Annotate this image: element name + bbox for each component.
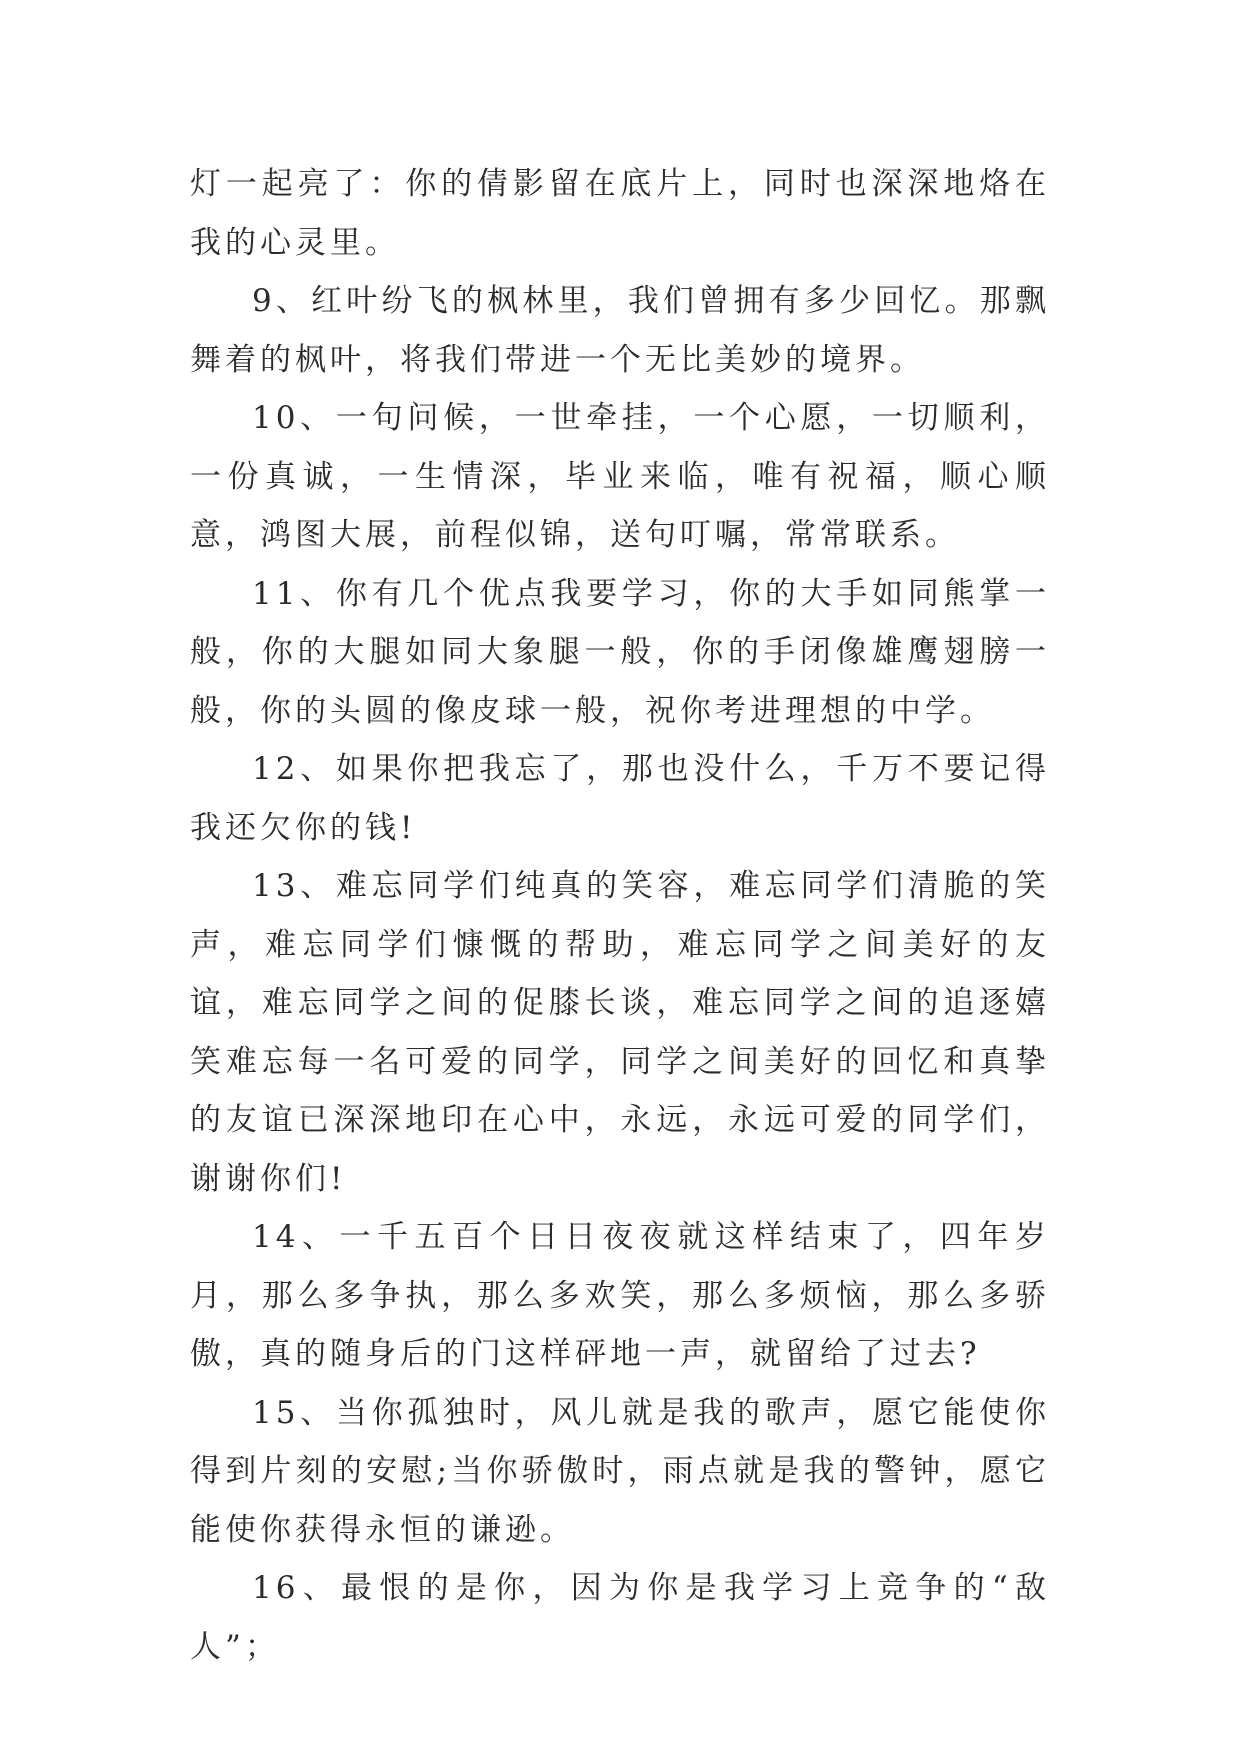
paragraph-14: 14、一千五百个日日夜夜就这样结束了，四年岁月，那么多争执，那么多欢笑，那么多烦恼，那么多骄傲，真的随身后的门这样砰地一声，就留给了过去?: [190, 1219, 1050, 1372]
paragraph-16: 16、最恨的是你，因为你是我学习上竞争的“敌人”；: [190, 1570, 1050, 1665]
paragraph-13: 13、难忘同学们纯真的笑容，难忘同学们清脆的笑声，难忘同学们慷慨的帮助，难忘同学之间美好的友谊，难忘同学之间的促膝长谈，难忘同学之间的追逐嬉笑难忘每一名可爱的同学，同学之间美好的回忆和真挚的友谊已深深地印在心中，永远，永远可爱的同学们，谢谢你们!: [190, 868, 1050, 1197]
paragraph-10: 10、一句问候，一世牵挂，一个心愿，一切顺利，一份真诚，一生情深，毕业来临，唯有祝福，顺心顺意，鸿图大展，前程似锦，送句叮嘱，常常联系。: [190, 400, 1050, 553]
paragraph-12: 12、如果你把我忘了，那也没什么，千万不要记得我还欠你的钱!: [190, 751, 1050, 846]
paragraph-11: 11、你有几个优点我要学习，你的大手如同熊掌一般，你的大腿如同大象腿一般，你的手闭像雄鹰翅膀一般，你的头圆的像皮球一般，祝你考进理想的中学。: [190, 575, 1050, 729]
paragraph-15: 15、当你孤独时，风儿就是我的歌声，愿它能使你得到片刻的安慰;当你骄傲时，雨点就是我的警钟，愿它能使你获得永恒的谦逊。: [190, 1394, 1050, 1548]
paragraph-8-continued: 灯一起亮了：你的倩影留在底片上，同时也深深地烙在我的心灵里。: [190, 166, 1050, 261]
paragraph-9: 9、红叶纷飞的枫林里，我们曾拥有多少回忆。那飘舞着的枫叶，将我们带进一个无比美妙的境界。: [190, 283, 1050, 378]
document-page: [190, 155, 1050, 1676]
